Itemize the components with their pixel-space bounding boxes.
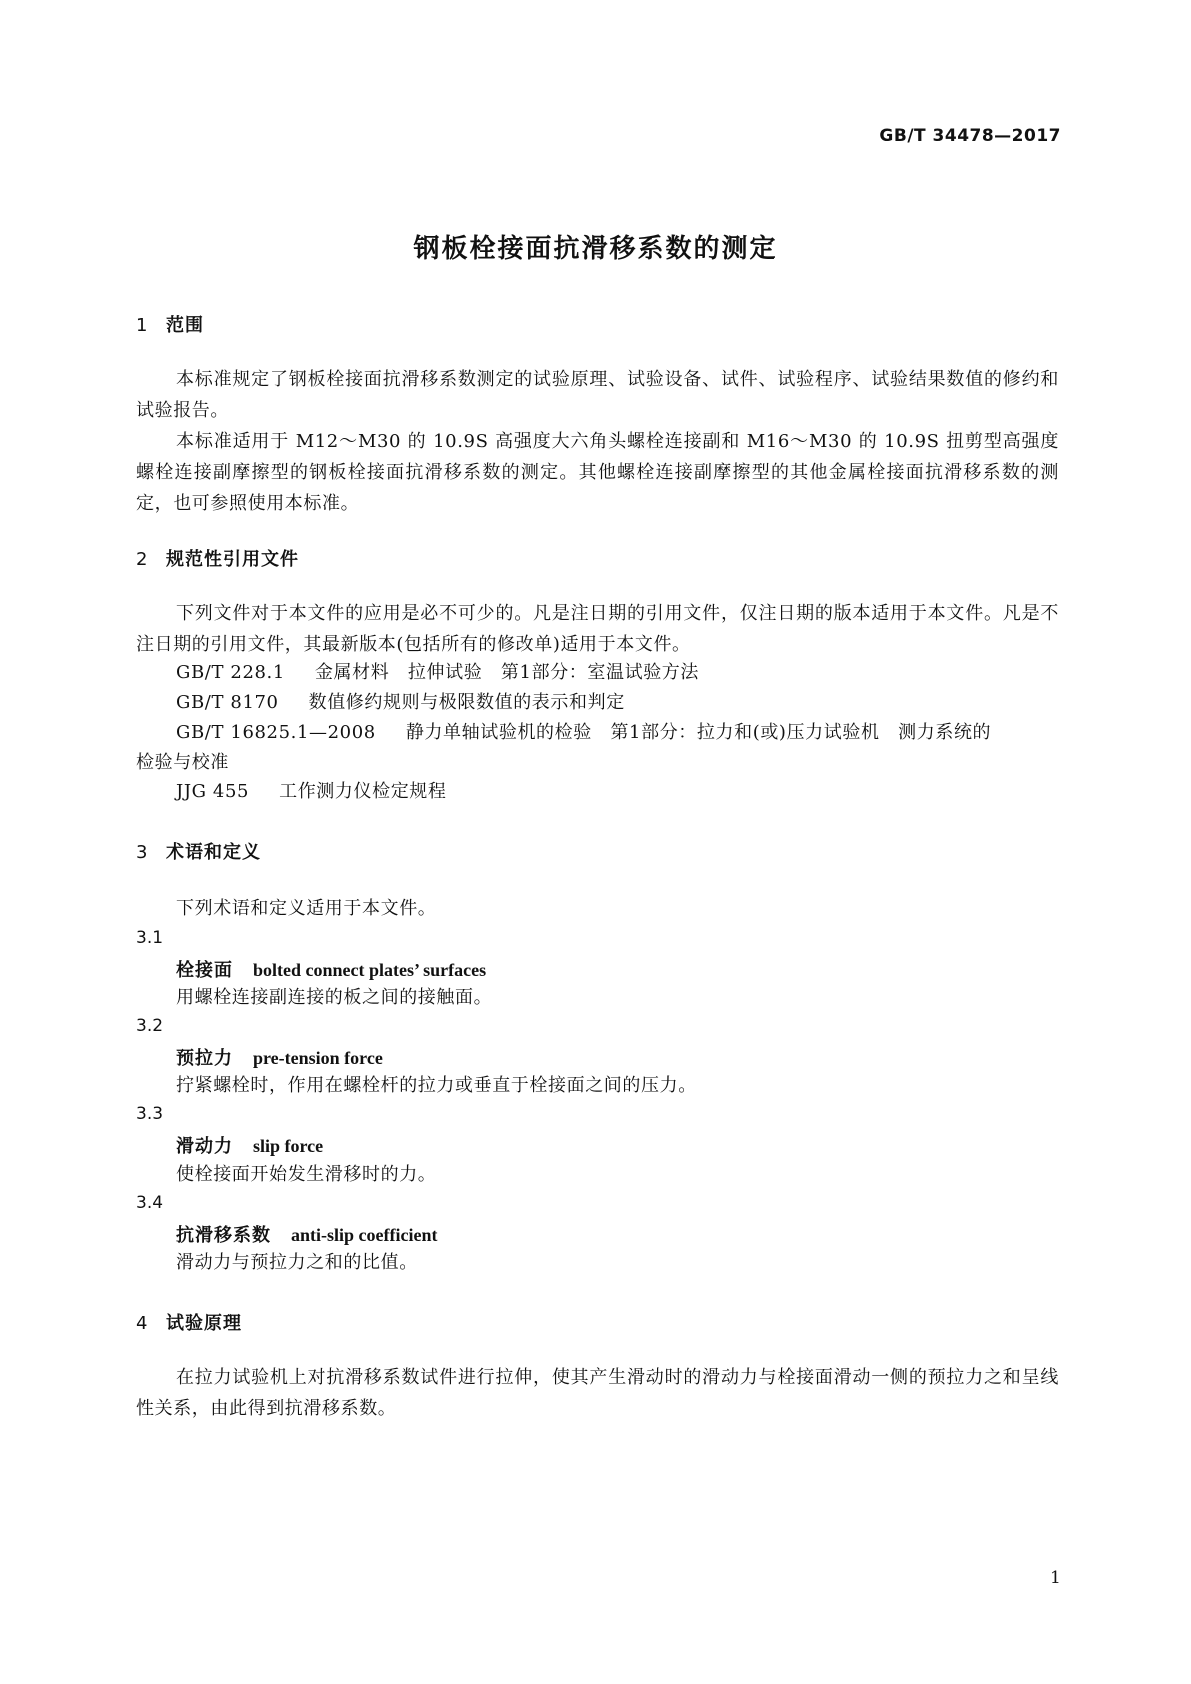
- term-entry: [176, 1044, 383, 1070]
- section-number: 4: [136, 1313, 149, 1334]
- paragraph: 在拉力试验机上对抗滑移系数试件进行拉伸，使其产生滑动时的滑动力与栓接面滑动一侧的预拉力之和呈线性关系，由此得到抗滑移系数。: [136, 1367, 1059, 1419]
- section-number: 3: [136, 842, 149, 863]
- section-title: 范围: [166, 315, 204, 336]
- term-number: 3.4: [136, 1193, 164, 1213]
- section-number: 1: [136, 315, 149, 336]
- term-chinese: 预拉力: [176, 1048, 233, 1069]
- section-title: 试验原理: [166, 1313, 242, 1334]
- reference-title: 金属材料 拉伸试验 第1部分：室温试验方法: [314, 662, 699, 683]
- reference-code: GB/T 8170: [176, 692, 279, 713]
- term-english: pre-tension force: [253, 1048, 383, 1068]
- section-heading-normative-references: [136, 545, 299, 571]
- section-heading-scope: [136, 311, 204, 337]
- term-chinese: 抗滑移系数: [176, 1225, 271, 1246]
- term-entry: [176, 956, 486, 982]
- reference-item-continuation: 检验与校准: [136, 752, 229, 773]
- term-chinese: 栓接面: [176, 960, 233, 981]
- section-heading-test-principle: [136, 1309, 242, 1335]
- page-number: 1: [1050, 1568, 1061, 1588]
- term-definition: 拧紧螺栓时，作用在螺栓杆的拉力或垂直于栓接面之间的压力。: [176, 1075, 697, 1096]
- reference-item: [176, 717, 991, 748]
- reference-item: [176, 776, 447, 807]
- term-number: 3.1: [136, 928, 164, 948]
- standard-number: GB/T 34478—2017: [879, 126, 1061, 146]
- terms-intro: 下列术语和定义适用于本文件。: [176, 898, 437, 919]
- term-definition: 使栓接面开始发生滑移时的力。: [176, 1164, 437, 1185]
- term-chinese: 滑动力: [176, 1136, 233, 1157]
- paragraph: 本标准适用于 M12～M30 的 10.9S 高强度大六角头螺栓连接副和 M16～M30 的 10.9S 扭剪型高强度螺栓连接副摩擦型的钢板栓接面抗滑移系数的测定。其他螺栓连接副摩擦型的其他金属栓接面抗滑移系数的测定，也可参照使用本标准。: [136, 431, 1059, 514]
- reference-code: GB/T 228.1: [176, 662, 285, 683]
- term-definition: 用螺栓连接副连接的板之间的接触面。: [176, 987, 493, 1008]
- term-number: 3.2: [136, 1016, 164, 1036]
- term-english: bolted connect plates’ surfaces: [253, 960, 487, 980]
- paragraph: 下列文件对于本文件的应用是必不可少的。凡是注日期的引用文件，仅注日期的版本适用于本文件。凡是不注日期的引用文件，其最新版本(包括所有的修改单)适用于本文件。: [136, 603, 1059, 655]
- section-number: 2: [136, 549, 149, 570]
- term-english: slip force: [253, 1136, 324, 1156]
- term-entry: [176, 1221, 437, 1247]
- term-english: anti-slip coefficient: [291, 1225, 438, 1245]
- page-title: 钢板栓接面抗滑移系数的测定: [413, 234, 778, 264]
- term-number: 3.3: [136, 1104, 164, 1124]
- section-title: 规范性引用文件: [166, 549, 299, 570]
- term-entry: [176, 1132, 323, 1158]
- reference-code: JJG 455: [176, 781, 250, 802]
- reference-item: [176, 657, 699, 688]
- reference-title: 静力单轴试验机的检验 第1部分：拉力和(或)压力试验机 测力系统的: [405, 722, 992, 743]
- paragraph: 本标准规定了钢板栓接面抗滑移系数测定的试验原理、试验设备、试件、试验程序、试验结果数值的修约和试验报告。: [136, 369, 1059, 421]
- reference-item: [176, 687, 625, 718]
- term-definition: 滑动力与预拉力之和的比值。: [176, 1252, 418, 1273]
- reference-title: 工作测力仪检定规程: [279, 781, 447, 802]
- section-heading-terms-definitions: [136, 838, 261, 864]
- reference-title: 数值修约规则与极限数值的表示和判定: [308, 692, 625, 713]
- section-title: 术语和定义: [166, 842, 261, 863]
- reference-code: GB/T 16825.1—2008: [176, 722, 376, 743]
